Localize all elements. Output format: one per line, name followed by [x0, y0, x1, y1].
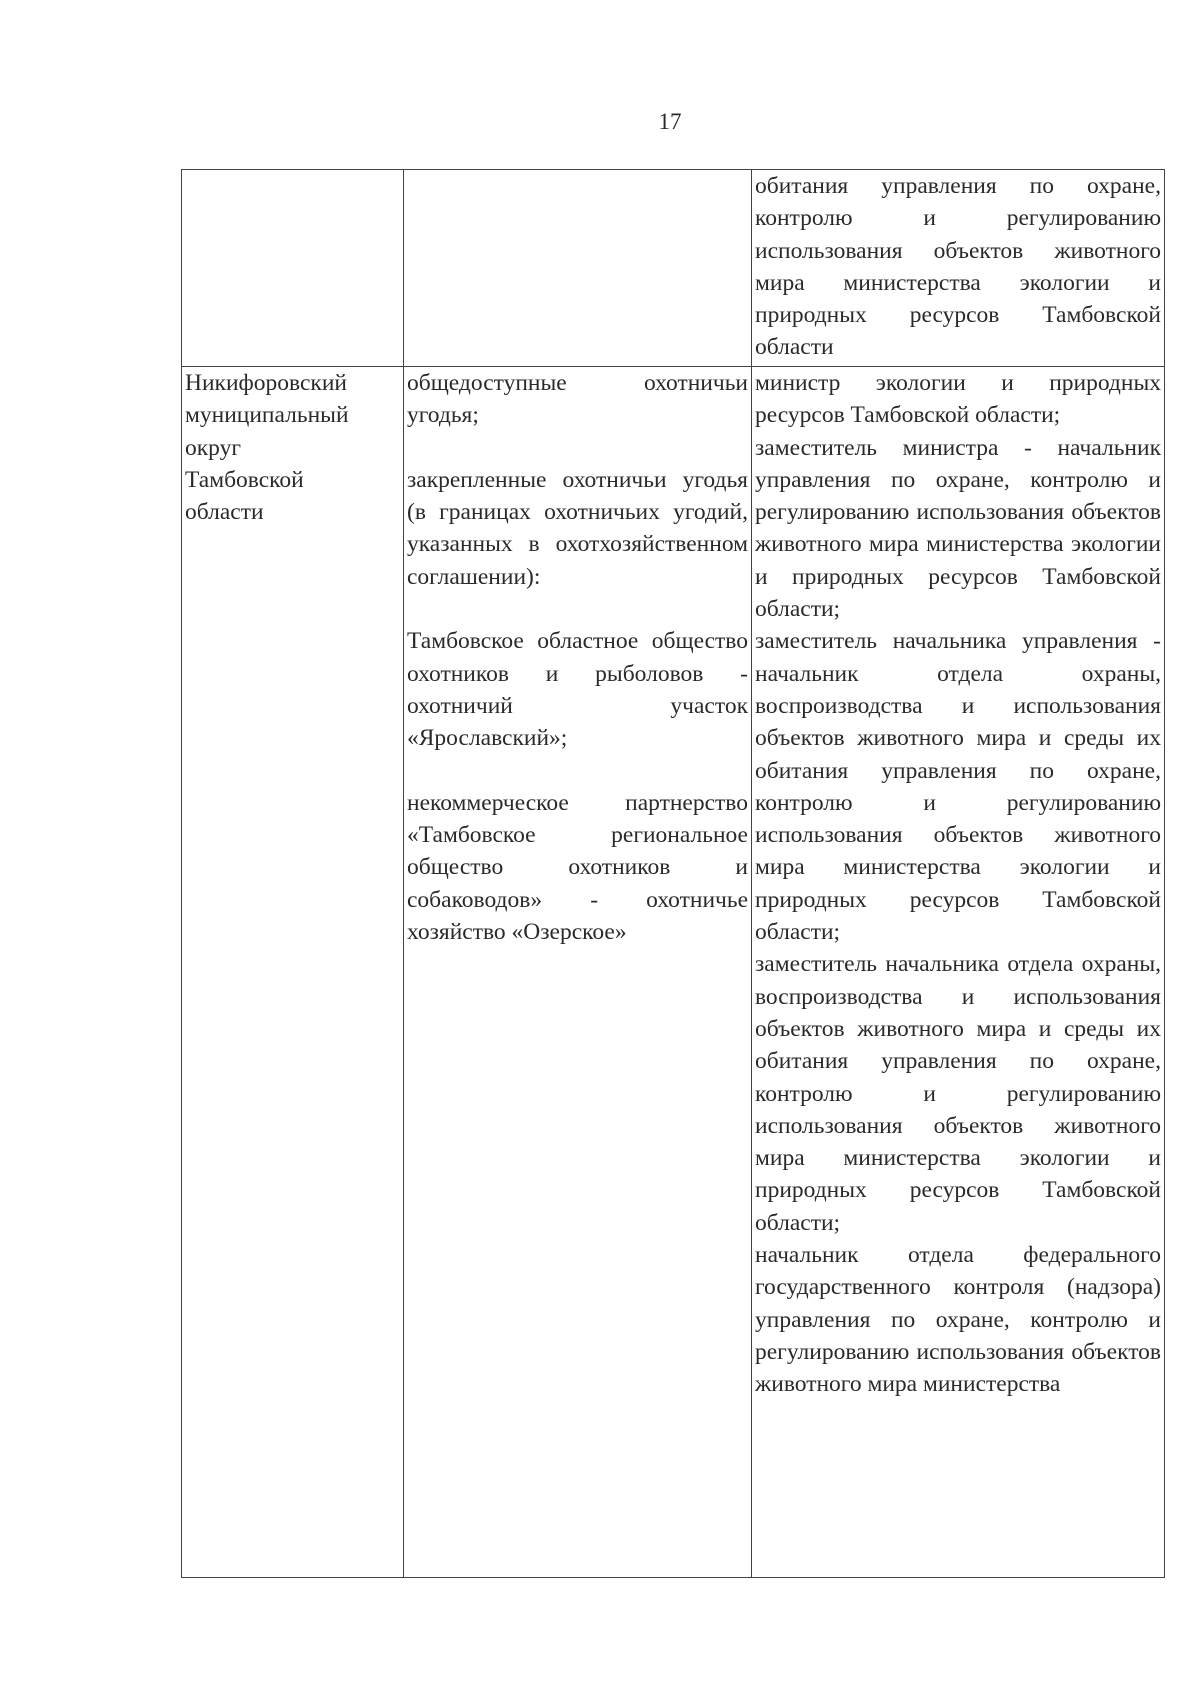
officials-continuation-text: обитания управления по охране, контролю и регулированию использования объектов животного мира министерства экологии и природных ресурсов Тамбовской области	[755, 173, 1161, 361]
table-cell-hunting-grounds	[404, 367, 752, 1578]
official-entry: начальник отдела федерального государственного контроля (надзора) управления по охране, контролю и регулированию использования объектов животного мира министерства	[755, 1242, 1161, 1398]
official-entry: министр экологии и природных ресурсов Тамбовской области;	[755, 370, 1161, 429]
authorities-table	[181, 169, 1165, 1578]
hunting-grounds-paragraph: некоммерческое партнерство «Тамбовское региональное общество охотников и собаководов» - охотничье хозяйство «Озерское»	[407, 789, 748, 946]
district-line: Тамбовской	[185, 466, 304, 493]
official-entry: заместитель министра - начальник управления по охране, контролю и регулированию использования объектов животного мира министерства экологии и природных ресурсов Тамбовской области;	[755, 434, 1161, 623]
hunting-grounds-paragraph: Тамбовское областное общество охотников и рыболовов - охотничий участок «Ярославский»;	[407, 628, 748, 752]
table-row	[182, 170, 1165, 367]
table-cell-officials	[752, 367, 1165, 1578]
table-row	[182, 367, 1165, 1578]
district-line: муниципальный	[185, 402, 349, 429]
official-entry: заместитель начальника управления - начальник отдела охраны, воспроизводства и использования объектов животного мира и среды их обитания управления по охране, контролю и регулированию использования объектов животного мира министерства экологии и природных ресурсов Тамбовской области;	[755, 628, 1161, 946]
district-line: Никифоровский	[185, 370, 347, 396]
table-cell-district	[182, 170, 404, 367]
district-line: округ	[185, 434, 241, 461]
page-number: 17	[658, 109, 682, 134]
hunting-grounds-paragraph: общедоступные охотничьи угодья;	[407, 370, 748, 429]
official-entry: заместитель начальника отдела охраны, воспроизводства и использования объектов животного мира и среды их обитания управления по охране, контролю и регулированию использования объектов животного мира министерства экологии и природных ресурсов Тамбовской области;	[755, 951, 1161, 1236]
hunting-grounds-paragraph: закрепленные охотничьи угодья (в границах охотничьих угодий, указанных в охотхозяйственном соглашении):	[407, 466, 748, 590]
district-line: области	[185, 499, 264, 526]
table-cell-officials	[752, 170, 1165, 367]
table-cell-hunting-grounds	[404, 170, 752, 367]
table-cell-district	[182, 367, 404, 1578]
